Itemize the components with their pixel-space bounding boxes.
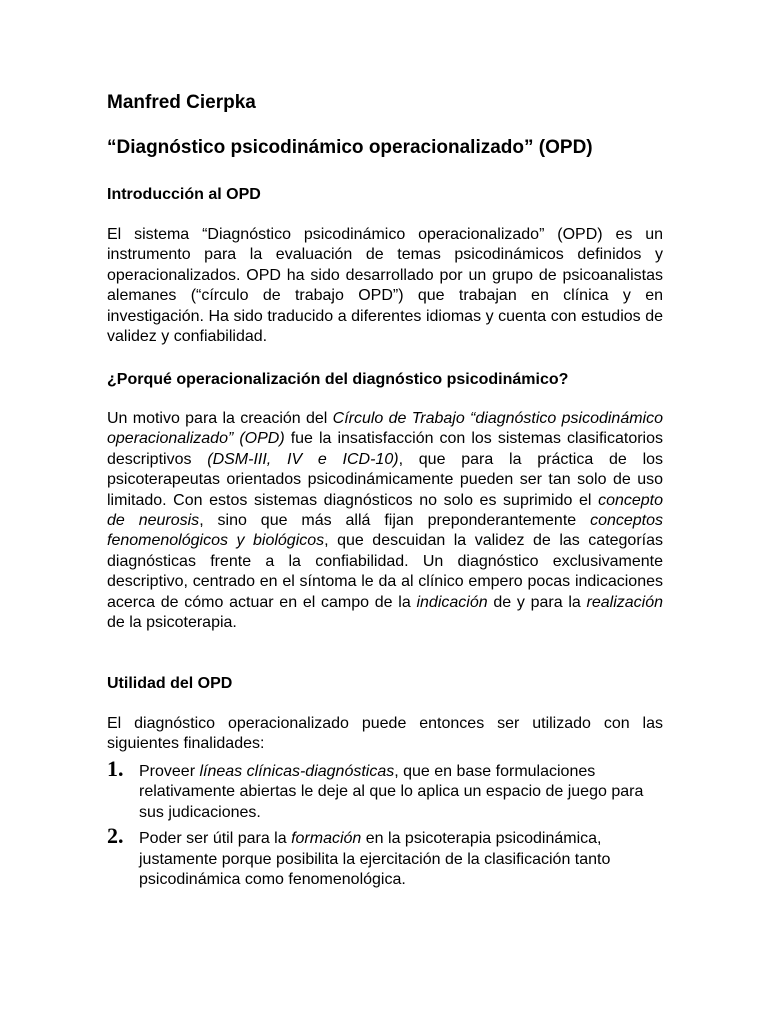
list-item-2: 2. Poder ser útil para la formación en la psicoterapia psicodinámica, justamente porque posibilita la ejercitación de la clasificación tanto psicodinámica como fenomenológica. <box>107 823 611 889</box>
emphasis-concepto-neurosis: concepto de neurosis <box>107 491 663 530</box>
emphasis-dsm-icd: (DSM-III, IV e ICD-10) <box>207 450 399 468</box>
emphasis-realizacion: realización <box>586 593 664 611</box>
emphasis-lineas-clinicas: líneas clínicas-diagnósticas <box>199 763 395 780</box>
emphasis-circulo-de-trabajo: Círculo de Trabajo “diagnóstico psicodinámico operacionalizado” (OPD) <box>107 410 663 448</box>
section-heading-utilidad: Utilidad del OPD <box>107 675 233 692</box>
author-name: Manfred Cierpka <box>107 92 256 113</box>
paragraph-porque: Un motivo para la creación del Círculo de Trabajo “diagnóstico psicodinámico operacionalizado” (OPD) fue la insatisfacción con los sistemas clasificatorios descriptivos (DSM-III, IV e ICD-10), que para la práctica de los psicoterapeutas orientados psicodinámicamente pueden ser tan solo de uso limitado. Con estos sistemas diagnósticos no solo es suprimido el concepto de neurosis, sino que más allá fijan preponderantemente conceptos fenomenológicos y biológicos, que descuidan la validez de las categorías diagnósticas frente a la confiabilidad. Un diagnóstico exclusivamente descriptivo, centrado en el síntoma le da al clínico empero pocas indicaciones acerca de cómo actuar en el campo de la indicación de y para la realización de la psicoterapia. <box>107 410 664 632</box>
emphasis-indicacion: indicación <box>416 593 488 611</box>
document-title: “Diagnóstico psicodinámico operacionalizado” (OPD) <box>107 137 593 158</box>
list-number-1: 1. <box>107 756 124 781</box>
numbered-list-finalidades <box>107 756 663 890</box>
emphasis-formacion: formación <box>291 830 362 848</box>
list-item-1: 1. Proveer líneas clínicas-diagnósticas, que en base formulaciones relativamente abiertas le deje al que lo aplica un espacio de juego para sus judicaciones. <box>107 756 644 821</box>
paragraph-utilidad-intro: El diagnóstico operacionalizado puede entonces ser utilizado con las siguientes finalidades: <box>107 715 663 753</box>
paragraph-introduccion: El sistema “Diagnóstico psicodinámico operacionalizado” (OPD) es un instrumento para la evaluación de temas psicodinámicos definidos y operacionalizados. OPD ha sido desarrollado por un grupo de psicoanalistas alemanes (“círculo de trabajo OPD”) que trabajan en clínica y en investigación. Ha sido traducido a diferentes idiomas y cuenta con estudios de validez y confiabilidad. <box>107 226 663 346</box>
section-heading-porque: ¿Porqué operacionalización del diagnóstico psicodinámico? <box>107 371 569 388</box>
list-number-2: 2. <box>107 823 124 849</box>
section-heading-introduccion: Introducción al OPD <box>107 186 261 203</box>
emphasis-conceptos-fenomenologicos: conceptos fenomenológicos y biológicos <box>107 512 663 550</box>
